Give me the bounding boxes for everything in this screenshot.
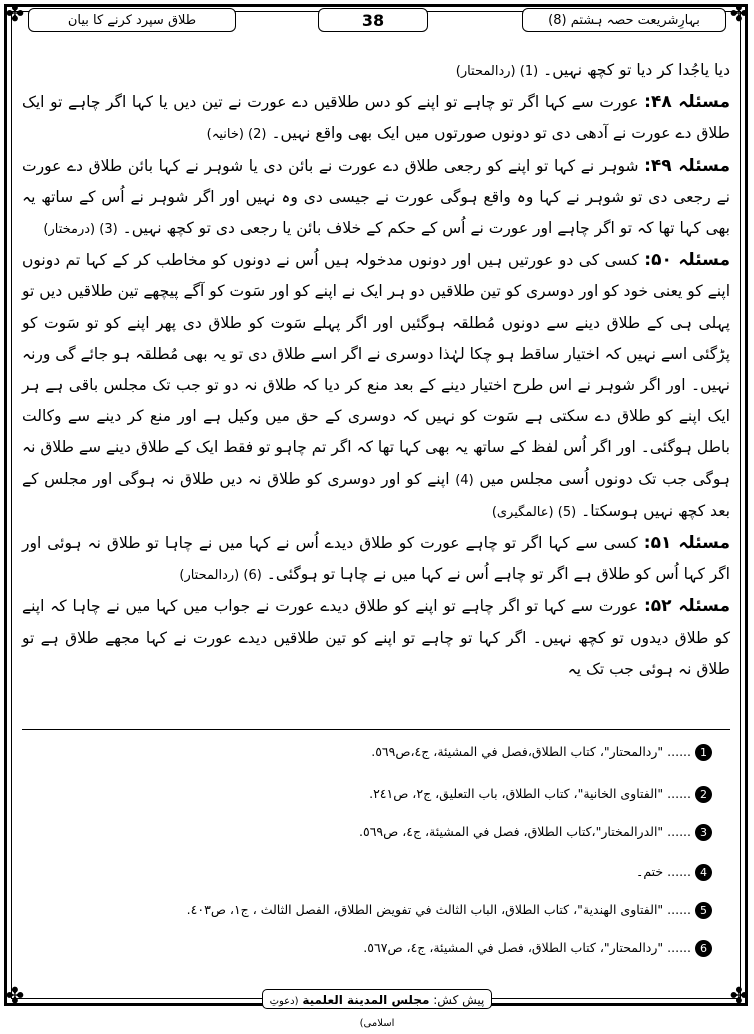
footnote-text: "الفتاوى الهندية"، كتاب الطلاق، الباب الثالث في تفويض الطلاق، الفصل الثالث ، ج١، ص٤٠٣. — [186, 902, 664, 917]
footnote-number: 4 — [695, 864, 712, 881]
footnote-number: 3 — [695, 824, 712, 841]
masla-label: مسئلہ ۵۲: — [643, 596, 730, 617]
footnote-text: "ردالمحتار"، كتاب الطلاق،فصل في المشيئة، ج٤،ص٥٦٩. — [371, 744, 664, 759]
paragraph — [22, 55, 730, 87]
footer-org: مجلس المدينة العلمية — [302, 993, 430, 1007]
reference: (5) (عالمگیری) — [491, 504, 577, 520]
header-chapter-title: طلاق سپرد کرنے کا بیان — [28, 8, 236, 32]
footnote-number: 1 — [695, 744, 712, 761]
corner-ornament-icon: ✤ — [729, 984, 749, 1009]
masla-label: مسئلہ ۴۸: — [644, 92, 730, 113]
footnote-text: "الدرالمختار"،كتاب الطلاق، فصل في المشيئة، ج٤، ص٥٦٩. — [359, 824, 664, 839]
footnote: 3...... "الدرالمختار"،كتاب الطلاق، فصل في المشيئة، ج٤، ص٥٦٩. — [22, 822, 712, 842]
footnote-number: 5 — [695, 902, 712, 919]
body-text — [22, 55, 730, 685]
masla-label: مسئلہ ۵۱: — [643, 533, 730, 554]
footnote-number: 6 — [695, 940, 712, 957]
header-book-title: بہارِشریعت حصہ ہشتم (8) — [522, 8, 726, 32]
footnote-text: "الفتاوى الخانية"، كتاب الطلاق، باب التعليق، ج٢، ص٢٤١. — [369, 786, 664, 801]
text: طلاق ہے اگر تو چاہے اُس نے کہا میں نے چاہا تو ہوگئی۔ — [266, 565, 631, 584]
footnote-text: "ردالمحتار"، كتاب الطلاق، فصل في المشيئة، ج٤، ص٥٦٧. — [363, 940, 664, 955]
footer-sub: (دعوتِ اسلامی) — [269, 996, 395, 1029]
footnote-number: 2 — [695, 786, 712, 803]
text: دیا یاجُدا کر دیا تو کچھ نہیں۔ — [543, 61, 730, 79]
text: اپنے کو اور دوسری کو طلاق نہ دیں طلاق نہ ہوگی اور مجلس کے بعد کچھ نہیں ہوسکتا۔ — [22, 469, 730, 520]
footer-label: پیش کش: — [433, 993, 485, 1007]
corner-ornament-icon: ✤ — [729, 2, 749, 27]
footnote: 5...... "الفتاوى الهندية"، كتاب الطلاق، الباب الثالث في تفويض الطلاق، الفصل الثالث ، ج١، ص٤٠٣. — [22, 900, 712, 920]
corner-ornament-icon: ✤ — [5, 984, 25, 1009]
footnote: 4...... ختم۔ — [22, 862, 712, 882]
masla-text: کسی سے کہا اگر تو چاہے عورت کو طلاق دیدے اُس نے کہا میں نے چاہا تو طلاق نہ ہوئی اور اگر کہا اُس کو — [22, 534, 730, 584]
footnote: 6...... "ردالمحتار"، كتاب الطلاق، فصل في المشيئة، ج٤، ص٥٦٧. — [22, 938, 712, 958]
paragraph — [22, 591, 730, 685]
footer-publisher — [262, 989, 492, 1029]
paragraph — [22, 245, 730, 528]
masla-text: عورت سے کہا تو اگر چاہے تو اپنے کو طلاق دیدے عورت نے جواب میں کہا میں نے چاہا کہ اپنے کو — [22, 597, 730, 647]
paragraph — [22, 528, 730, 591]
reference: (6) (ردالمحتار) — [179, 568, 262, 584]
masla-text: شوہر نے کہا تو اپنے کو رجعی طلاق دے عورت نے بائن دی یا شوہر نے کہا بائن طلاق دے عورت نے رجعی دی تو شوہر نے کہا وہ واقع ہوگی عورت نے جیسی دی وہ نہیں اور اگر شوہر نے اُس کے ساتھ یہ بھی کہا تھا کہ تو اگر چاہے اور — [22, 156, 730, 238]
text: طلاق دیدوں تو کچھ نہیں۔ اگر کہا تو چاہے تو اپنے کو تین طلاقیں دیدے عورت نے کہا مجھے طلاق ہے تو طلاق نہ ہوئی جب تک یہ — [22, 628, 730, 678]
reference: (1) (ردالمحتار) — [455, 64, 539, 79]
paragraph — [22, 87, 730, 150]
footnote-text: ختم۔ — [636, 864, 664, 879]
footnote-divider — [22, 729, 730, 730]
masla-label: مسئلہ ۴۹: — [644, 155, 730, 176]
text: دے عورت نے آدھی دی تو دونوں صورتوں میں ایک بھی واقع نہیں۔ — [271, 124, 692, 143]
reference: (4) — [455, 472, 474, 488]
footnote: 1...... "ردالمحتار"، كتاب الطلاق،فصل في المشيئة، ج٤،ص٥٦٩. — [22, 742, 712, 762]
footnote: 2...... "الفتاوى الخانية"، كتاب الطلاق، باب التعليق، ج٢، ص٢٤١. — [22, 784, 712, 804]
paragraph — [22, 151, 730, 246]
page-number: 38 — [318, 8, 428, 32]
corner-ornament-icon: ✤ — [5, 2, 25, 27]
text: عورت نے اُس کے حکم کے خلاف بائن یا رجعی دی تو کچھ نہیں۔ — [122, 219, 529, 238]
masla-text: عورت سے کہا اگر تو چاہے تو اپنے کو دس طلاقیں دے عورت نے تین دیں یا کہا اگر چاہے تو ایک طلاق — [22, 93, 730, 143]
reference: (3) (درمختار) — [43, 222, 118, 238]
masla-text: کسی کی دو عورتیں ہیں اور دونوں مدخولہ ہیں اُس نے دونوں کو مخاطب کر کے کہا تم دونوں اپنے کو یعنی خود کو اور دوسری کو تین طلاقیں دو ہر ایک نے اپنے کو اور سَوت کو آگے پیچھے تین طلاقیں دیں تو پہلی ہی کے طلاق دینے سے دونوں مُطلقہ ہوگئیں اور اگر پہلے سَوت کو طلاق دی پھر اپنے کو تو سَوت کو پڑگئی اسے نہیں کہ اختیار ساقط ہو چکا لہٰذا دوسری نے اگر اسے طلاق دی تو یہ بھی مُطلقہ ہو جائے گی ورنہ نہیں۔ اور اگر شوہر نے اس طرح اختیار دینے کے بعد منع کر دیا کہ طلاق نہ دو تو جب تک مجلس باقی ہے ہر ایک اپنے کو طلاق دے سکتی ہے سَوت کو نہیں کہ دوسری کے حق میں وکیل ہے اور منع کر دینے سے وکالت باطل ہوگئی۔ اور اگر اُس لفظ کے ساتھ یہ بھی کہا تھا کہ اگر تم چاہو تو فقط ایک کے طلاق دینے سے طلاق نہ ہوگی جب تک دونوں اُسی مجلس میں — [22, 251, 730, 488]
reference: (2) (خانیہ) — [206, 127, 267, 143]
masla-label: مسئلہ ۵۰: — [644, 250, 730, 271]
